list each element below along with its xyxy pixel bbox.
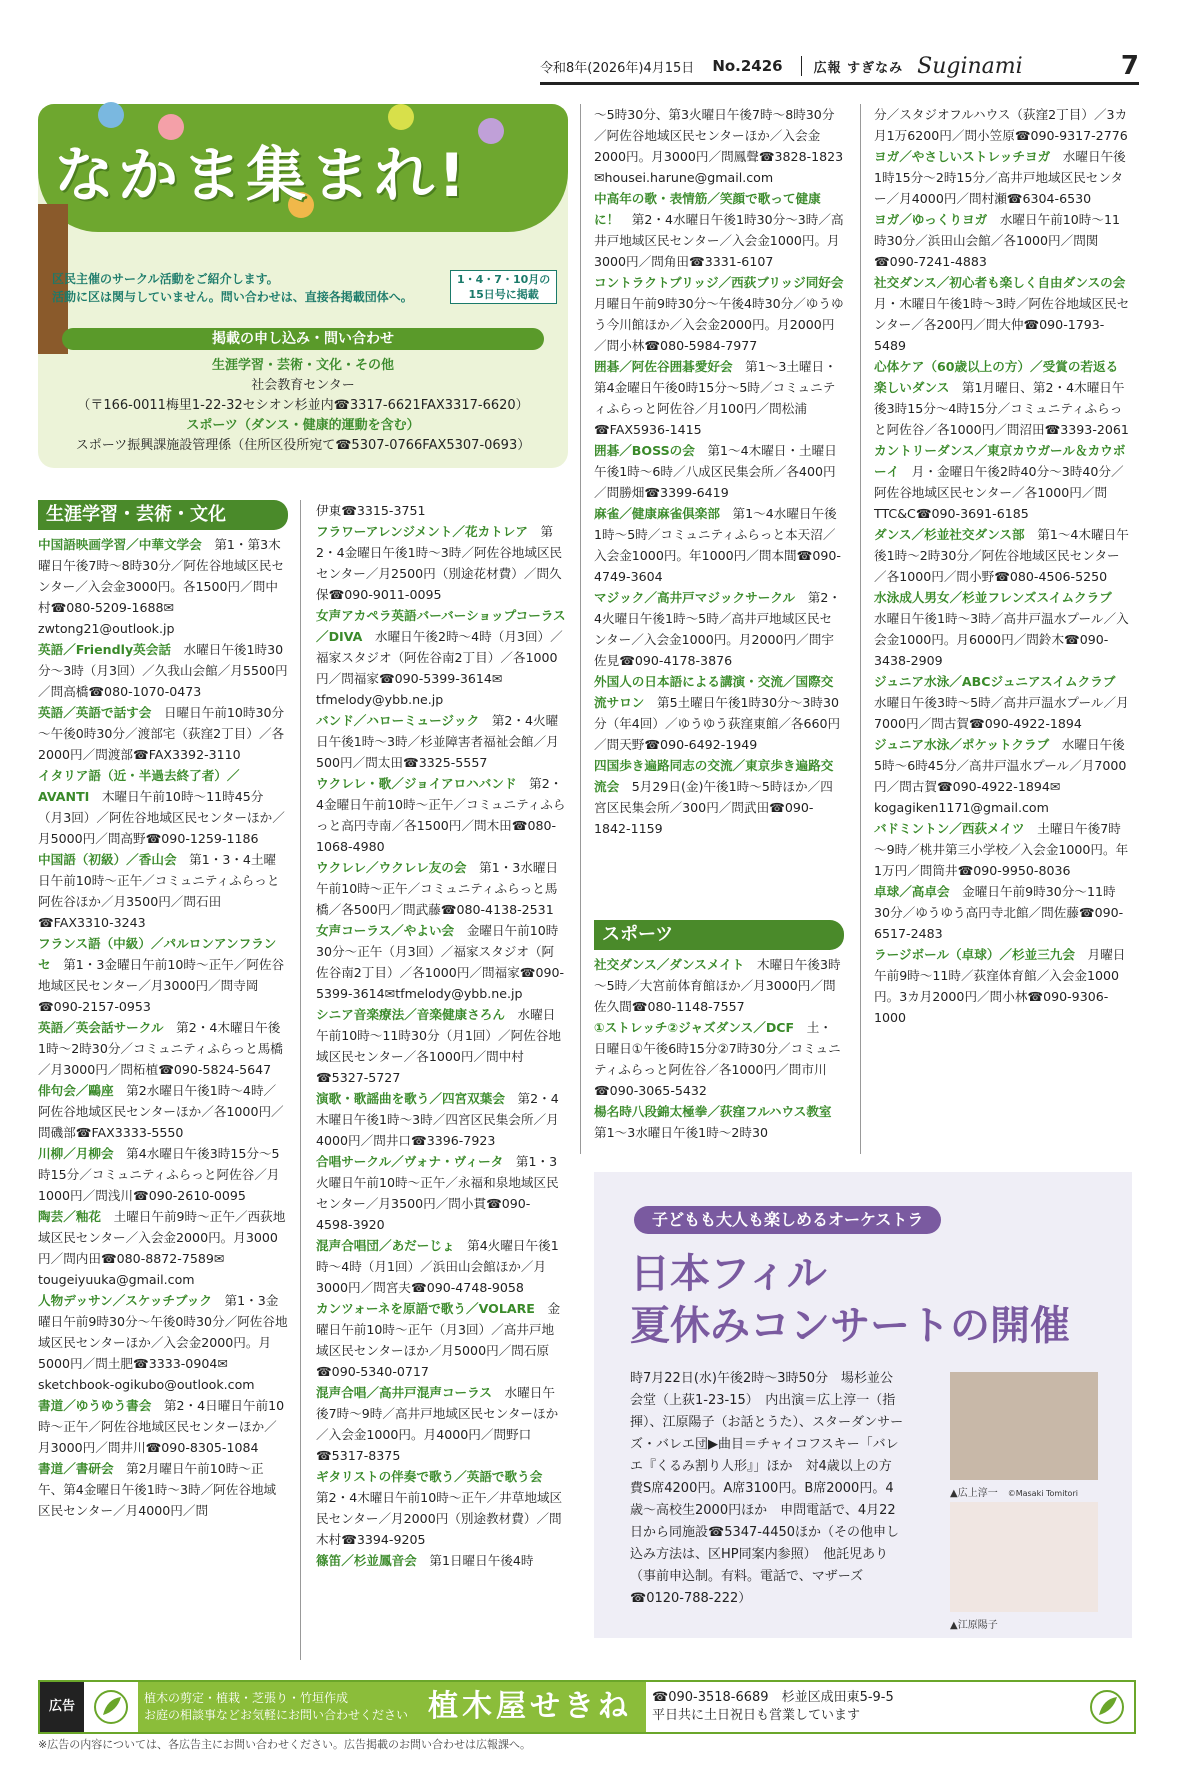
circle-name: 囲碁／阿佐谷囲碁愛好会 xyxy=(594,359,733,374)
circle-name: 陶芸／釉花 xyxy=(38,1209,101,1224)
circle-details: 第1～3水曜日午後1時～2時30 xyxy=(594,1104,845,1140)
bird-icon xyxy=(478,118,504,144)
info-line: スポーツ振興課施設管理係（住所区役所宛て☎5307-0766FAX5307-0693） xyxy=(75,438,531,453)
concert-body: 時7月22日(水)午後2時～3時50分 場杉並公会堂（上荻1-23-15） 内出演＝広上淳一（指揮）、江原陽子（お話とうた）、スターダンサーズ・バレエ団▶曲目＝チャイコフスキー「バレエ『くるみ割り人形』」ほか 対4歳以上の方 費S席4200円。A席3100円。B席2000円。4歳～高校生2000円ほか 申問電話で、4月22日から同施設☎5347-4450ほか（その他申し込み方法は、区HP同案内参照） 他託児あり（事前申込制。有料。電話で、マザーズ☎0120-788-222） xyxy=(630,1371,905,1606)
circle-entry xyxy=(316,1004,566,1088)
lead-line: 活動に区は関与していません。問い合わせは、直接各掲載団体へ。 xyxy=(52,290,413,304)
circle-entry xyxy=(316,773,566,857)
circle-details: 第2・4水曜日午後1時30分～3時／高井戸地域区民センター／入会金1000円。月3000円／問角田☎3331-6107 xyxy=(594,212,844,269)
circle-details: 土曜日午前9時～正午／西荻地域区民センター／入会金2000円。月3000円／問内田☎080-8872-7589✉tougeiyuuka@gmail.com xyxy=(38,1209,286,1287)
circle-details: 第1・3火曜日午前10時～正午／永福和泉地域区民センター／月3500円／問小貫☎090-4598-3920 xyxy=(316,1154,559,1232)
circle-details: 月曜日午前9時30分～午後4時30分／ゆうゆう今川館ほか／入会金2000円。月2000円／問小林☎080-5984-7977 xyxy=(594,275,857,353)
circle-details: 第4火曜日午後1時～4時（月1回）／浜田山会館ほか／月3000円／問宮夫☎090-4748-9058 xyxy=(316,1238,559,1295)
conductor-photo xyxy=(950,1372,1098,1480)
circle-details: 5月29日(金)午後1時～5時ほか／四宮区民集会所／300円／問武田☎090-1842-1159 xyxy=(594,779,833,836)
circle-entry xyxy=(594,1101,844,1143)
circle-name: フランス語（中級）／パルロンアンフランセ xyxy=(38,936,277,972)
circle-details: 水曜日午後1時～3時／高井戸温水プール／入会金1000円。月6000円／問鈴木☎090-3438-2909 xyxy=(874,590,1129,668)
circle-entry xyxy=(874,209,1130,272)
leaf-icon xyxy=(1084,1687,1130,1727)
advertisement xyxy=(38,1680,1136,1734)
issue-number: No.2426 xyxy=(712,57,783,75)
circle-name: 川柳／月柳会 xyxy=(38,1146,114,1161)
circle-details: 第1～4水曜日午後1時～5時／コミュニティふらっと本天沼／入会金1000円。年1000円／問本間☎090-4749-3604 xyxy=(594,506,841,584)
circle-name: フラワーアレンジメント／花カトレア xyxy=(316,524,528,539)
hero-title: なかま集まれ! xyxy=(54,141,470,211)
photo-caption: ▲江原陽子 xyxy=(950,1620,998,1631)
circle-entry xyxy=(874,944,1130,1028)
circle-entry xyxy=(38,1290,288,1395)
page-number: 7 xyxy=(1120,51,1139,81)
column-divider xyxy=(860,104,861,1154)
circle-details: 伊東☎3315-3751 xyxy=(316,503,426,518)
circle-details: 第1・3金曜日午前10時～正午／阿佐谷地域区民センター／月3000円／問寺岡☎090-2157-0953 xyxy=(38,957,285,1014)
page-header xyxy=(540,50,1139,85)
circle-entry xyxy=(874,734,1130,818)
photo-caption xyxy=(950,1484,1078,1499)
circle-entry xyxy=(316,857,566,920)
circle-details: 第4水曜日午後3時15分～5時15分／コミュニティふらっと阿佐谷／月1000円／問浅川☎090-2610-0095 xyxy=(38,1146,280,1203)
circle-entry xyxy=(316,605,566,710)
contact-info xyxy=(38,356,568,456)
circle-details: 金曜日午前9時30分～11時30分／ゆうゆう高円寺北館／問佐藤☎090-6517-2483 xyxy=(874,884,1124,941)
circle-entry xyxy=(38,1017,288,1080)
circle-name: 混声合唱団／あだーじょ xyxy=(316,1238,455,1253)
circle-name: 社交ダンス／ダンスメイト xyxy=(594,957,745,972)
circle-name: ラージボール（卓球）／杉並三九会 xyxy=(874,947,1075,962)
circle-name: 囲碁／BOSSの会 xyxy=(594,443,695,458)
circle-name: 演歌・歌謡曲を歌う／四宮双葉会 xyxy=(316,1091,505,1106)
circle-name: 英語／英語で話す会 xyxy=(38,705,152,720)
circle-entry xyxy=(38,534,288,639)
circle-entry xyxy=(316,710,566,773)
circle-name: 心体ケア（60歳以上の方）／受賞の若返る楽しいダンス xyxy=(874,359,1119,395)
info-line: 生涯学習・芸術・文化・その他 xyxy=(211,358,394,373)
circle-name: ヨガ／ゆっくりヨガ xyxy=(874,212,988,227)
circle-entry xyxy=(874,440,1130,524)
ad-text xyxy=(138,1682,414,1732)
ad-note: ※広告の内容については、各広告主にお問い合わせください。広告掲載のお問い合わせは広報課へ。 xyxy=(38,1738,531,1751)
circle-name: ジュニア水泳／ポケットクラブ xyxy=(874,737,1050,752)
info-line: スポーツ（ダンス・健康的運動を含む） xyxy=(186,418,420,433)
ad-line: 平日共に土日祝日も営業しています xyxy=(652,1708,861,1723)
circle-details: 第1・第3木曜日午後7時～8時30分／阿佐谷地域区民センター／入会金3000円。各1500円／問中村☎080-5209-1688✉zwtong21@outlook.jp xyxy=(38,537,285,636)
circle-entry xyxy=(316,1382,566,1466)
concert-title-1: 日本フィル xyxy=(630,1251,827,1297)
circle-name: 卓球／高卓会 xyxy=(874,884,950,899)
photo-credit: ©Masaki Tomitori xyxy=(1007,1489,1078,1498)
column-3 xyxy=(594,104,857,918)
circle-details: 月・木曜日午後1時～3時／阿佐谷地域区民センター／各200円／問大仲☎090-1793-5489 xyxy=(874,275,1138,353)
circle-entry xyxy=(594,272,857,356)
circle-details: 水曜日午後3時～5時／高井戸温水プール／月7000円／問古賀☎090-4922-1894 xyxy=(874,674,1129,731)
contact-bar: 掲載の申し込み・問い合わせ xyxy=(62,328,544,350)
circle-entry xyxy=(316,1088,566,1151)
circle-name: 書道／ゆうゆう書会 xyxy=(38,1398,152,1413)
circle-details: ～5時30分、第3火曜日午後7時～8時30分／阿佐谷地域区民センターほか／入会金2000円。月3000円／問鳳聲☎3828-1823✉housei.harune@gmail.com xyxy=(594,107,844,185)
issue-date: 令和8年(2026年)4月15日 xyxy=(540,60,695,76)
concert-pill: 子どもも大人も楽しめるオーケストラ xyxy=(634,1206,941,1234)
circle-name: 俳句会／鷗座 xyxy=(38,1083,114,1098)
brand-logo: Suginami xyxy=(917,53,1023,79)
schedule-tag xyxy=(450,270,557,304)
singer-photo xyxy=(950,1502,1098,1612)
circle-entry xyxy=(38,933,288,1017)
circle-name: ギタリストの伴奏で歌う／英語で歌う会 xyxy=(316,1469,543,1484)
circle-entry xyxy=(594,104,844,188)
publication-name: 広報 すぎなみ xyxy=(813,60,904,76)
circle-name: コントラクトブリッジ／西荻ブリッジ同好会 xyxy=(594,275,844,290)
circle-name: 英語／Friendly英会話 xyxy=(38,642,171,657)
ad-line: お庭の相談事などお気軽にお問い合わせください xyxy=(144,1708,409,1722)
circle-name: カンツォーネを原語で歌う／VOLARE xyxy=(316,1301,535,1316)
circle-details: 月・金曜日午後2時40分～3時40分／阿佐谷地域区民センター／各1000円／問TTC&C☎090-3691-6185 xyxy=(874,464,1124,521)
circle-name: 女声アカペラ英語バーバーショップコーラス／DIVA xyxy=(316,608,566,644)
circle-details: 第2・4金曜日午後1時～3時／阿佐谷地域区民センター／月2500円（別途花材費）／問久保☎090-9011-0095 xyxy=(316,524,563,602)
circle-details: 金曜日午前10時～正午（月3回）／高井戸地域区民センターほか／月5000円／問石原☎090-5340-0717 xyxy=(316,1301,561,1379)
circle-details: 金曜日午前10時30分～正午（月3回）／福家スタジオ（阿佐谷南2丁目）／各1000円／問福家☎090-5399-3614✉tfmelody@ybb.ne.jp xyxy=(316,923,565,1001)
ad-line: ☎090-3518-6689 杉並区成田東5-9-5 xyxy=(652,1690,894,1705)
circle-details: 水曜日午後1時30分～3時（月3回）／久我山会館／月5500円／問高橋☎080-1070-0473 xyxy=(38,642,288,699)
circle-details: 第1・3金曜日午前9時30分～午後0時30分／阿佐谷地域区民センターほか／入会金2000円。月5000円／問土肥☎3333-0904✉sketchbook-ogikubo@outlook.com xyxy=(38,1293,288,1392)
circle-name: ウクレレ・歌／ジョイアロハバンド xyxy=(316,776,517,791)
ad-line: 植木の剪定・植栽・芝張り・竹垣作成 xyxy=(144,1691,349,1705)
circle-name: 篠笛／杉並鳳音会 xyxy=(316,1553,417,1568)
circle-entry xyxy=(594,356,844,440)
circle-details: 水曜日午後2時～4時（月3回）／福家スタジオ（阿佐谷南2丁目）／各1000円／問福家☎090-5399-3614✉tfmelody@ybb.ne.jp xyxy=(316,629,563,707)
circle-entry xyxy=(316,1235,566,1298)
circle-details: 土・日曜日①午後6時15分②7時30分／コミュニティふらっと阿佐谷／各1000円／問市川☎090-3065-5432 xyxy=(594,1020,841,1098)
lead-line: 区民主催のサークル活動をご紹介します。 xyxy=(52,272,279,286)
circle-details: 第2水曜日午後1時～4時／阿佐谷地域区民センターほか／各1000円／問磯部☎FAX3333-5550 xyxy=(38,1083,284,1140)
column-divider xyxy=(300,500,301,1660)
circle-details: 第1・3水曜日午前10時～正午／コミュニティふらっと馬橋／各500円／問武藤☎080-4138-2531 xyxy=(316,860,559,917)
circle-name: 社交ダンス／初心者も楽しく自由ダンスの会 xyxy=(874,275,1126,290)
circle-details: 土曜日午後7時～9時／桃井第三小学校／入会金1000円。年1万円／問筒井☎090-9950-8036 xyxy=(874,821,1129,878)
circle-details: 木曜日午前10時～11時45分（月3回）／阿佐谷地域区民センターほか／月5000円／問高野☎090-1259-1186 xyxy=(38,789,285,846)
circle-name: ①ストレッチ②ジャズダンス／DCF xyxy=(594,1020,795,1035)
circle-entry xyxy=(38,849,288,933)
circle-entry xyxy=(594,671,844,755)
circle-entry xyxy=(874,272,1138,356)
circle-name: ダンス／杉並社交ダンス部 xyxy=(874,527,1025,542)
circle-details: 水曜日午前10時～11時30分／浜田山会館／各1000円／問関☎090-7241-4883 xyxy=(874,212,1121,269)
circle-details: 第1月曜日、第2・4木曜日午後3時15分～4時15分／コミュニティふらっと阿佐谷／各1000円／問沼田☎3393-2061 xyxy=(874,380,1129,437)
circle-entry xyxy=(38,1143,288,1206)
concert-title-2: 夏休みコンサートの開催 xyxy=(630,1303,1070,1349)
leaf-icon xyxy=(88,1687,134,1727)
circle-name: 外国人の日本語による講演・交流／国際交流サロン xyxy=(594,674,834,710)
circle-name: カントリーダンス／東京カウガール＆カウボーイ xyxy=(874,443,1126,479)
hero-banner xyxy=(38,104,568,468)
circle-entry xyxy=(594,188,844,272)
circle-entry xyxy=(874,356,1130,440)
circle-entry xyxy=(38,765,288,849)
circle-entry xyxy=(38,702,288,765)
circle-entry xyxy=(594,440,844,503)
circle-entry xyxy=(316,500,566,521)
circle-name: マジック／高井戸マジックサークル xyxy=(594,590,796,605)
circle-name: 人物デッサン／スケッチブック xyxy=(38,1293,212,1308)
circle-name: 中高年の歌・表情筋／笑顔で歌って健康に！ xyxy=(594,191,821,227)
tag-line: 1・4・7・10月の xyxy=(457,273,551,286)
column-divider xyxy=(580,104,581,1154)
hero-lead xyxy=(52,270,413,306)
circle-entry xyxy=(874,818,1130,881)
circle-details: 水曜日午後1時15分～2時15分／高井戸地域区民センター／月4000円／問村瀬☎6304-6530 xyxy=(874,149,1126,206)
circle-name: 中国語映画学習／中華文学会 xyxy=(38,537,202,552)
circle-entry xyxy=(594,1017,844,1101)
concert-box xyxy=(594,1172,1132,1638)
ad-label: 広告 xyxy=(40,1682,84,1732)
circle-details: 第2・4木曜日午後1時～2時30分／コミュニティふらっと馬橋／月3000円／問柘植☎090-5824-5647 xyxy=(38,1020,283,1077)
circle-details: 第1～3土曜日・第4金曜日午後0時15分～5時／コミュニティふらっと阿佐谷／月100円／問松浦☎FAX5936-1415 xyxy=(594,359,837,437)
circle-details: 第1日曜日午後4時 xyxy=(416,1553,534,1568)
circle-entry xyxy=(874,146,1130,209)
circle-entry xyxy=(316,1466,566,1550)
circle-entry xyxy=(38,1206,288,1290)
circle-entry xyxy=(38,1458,288,1521)
circle-name: バドミントン／西荻メイツ xyxy=(874,821,1025,836)
circle-details: 第1～4木曜日午後1時～2時30分／阿佐谷地域区民センター／各1000円／問小野☎080-4506-5250 xyxy=(874,527,1129,584)
circle-details: 水曜日午前10時～11時30分（月1回）／阿佐谷地域区民センター／各1000円／問中村☎5327-5727 xyxy=(316,1007,561,1085)
circle-entry xyxy=(874,671,1130,734)
column-2 xyxy=(316,500,566,1660)
circle-details: 第5土曜日午後1時30分～3時30分（年4回）／ゆうゆう荻窪東館／各660円／問天野☎090-6492-1949 xyxy=(594,695,841,752)
circle-details: 分／スタジオフルハウス（荻窪2丁目）／3カ月1万6200円／問小笠原☎090-9317-2776 xyxy=(874,107,1128,143)
column-3-sports xyxy=(594,920,844,1160)
circle-name: ヨガ／やさしいストレッチヨガ xyxy=(874,149,1051,164)
info-line: （〒166-0011梅里1-22-32セシオン杉並内☎3317-6621FAX3317-6620） xyxy=(77,398,529,413)
circle-details: 第2月曜日午前10時～正午、第4金曜日午後1時～3時／阿佐谷地域区民センター／月4000円／問 xyxy=(38,1461,277,1518)
circle-name: シニア音楽療法／音楽健康さろん xyxy=(316,1007,505,1022)
circle-entry xyxy=(316,521,566,605)
ad-contact xyxy=(646,1689,894,1725)
circle-name: 中国語（初級）／香山会 xyxy=(38,852,177,867)
column-4 xyxy=(874,104,1138,1154)
circle-details: 第1～4木曜日・土曜日午後1時～6時／八成区民集会所／各400円／問勝畑☎3399-6419 xyxy=(594,443,837,500)
circle-entry xyxy=(874,881,1130,944)
divider xyxy=(801,56,802,76)
section-heading-culture: 生涯学習・芸術・文化 xyxy=(38,500,288,530)
circle-entry xyxy=(874,524,1130,587)
caption-text: ▲広上淳一 xyxy=(950,1488,998,1499)
circle-details: 第2・4木曜日午後1時～3時／四宮区民集会所／月4000円／問井口☎3396-7923 xyxy=(316,1091,559,1148)
circle-name: 合唱サークル／ヴォナ・ヴィータ xyxy=(316,1154,504,1169)
circle-name: 書道／書研会 xyxy=(38,1461,114,1476)
circle-name: 麻雀／健康麻雀倶楽部 xyxy=(594,506,720,521)
column-1 xyxy=(38,500,288,1660)
circle-details: 第2・4木曜日午前10時～正午／井草地域区民センター／月2000円（別途教材費）／問木村☎3394-9205 xyxy=(316,1469,563,1547)
circle-entry xyxy=(594,503,844,587)
info-line: 社会教育センター xyxy=(251,378,355,393)
circle-details: 第1・3・4土曜日午前10時～正午／コミュニティふらっと阿佐谷ほか／月3500円／問石田☎FAX3310-3243 xyxy=(38,852,280,930)
circle-name: 水泳成人男女／杉並フレンズスイムクラブ xyxy=(874,590,1112,605)
circle-entry xyxy=(874,104,1130,146)
bird-icon xyxy=(388,104,414,130)
section-heading-sports: スポーツ xyxy=(594,920,844,950)
circle-details: 第2・4金曜日午前10時～正午／コミュニティふらっと高円寺南／各1500円／問木田☎080-1068-4980 xyxy=(316,776,566,854)
circle-details: 第2・4火曜日午後1時～3時／杉並障害者福祉会館／月500円／問太田☎3325-5557 xyxy=(316,713,559,770)
circle-entry xyxy=(316,1550,566,1571)
circle-entry xyxy=(316,920,566,1004)
circle-details: 日曜日午前10時30分～午後0時30分／渡部宅（荻窪2丁目）／各2000円／問渡部☎FAX3392-3110 xyxy=(38,705,285,762)
circle-details: 月曜日午前9時～11時／荻窪体育館／入会金1000円。3カ月2000円／問小林☎090-9306-1000 xyxy=(874,947,1126,1025)
circle-details: 第2・4火曜日午後1時～5時／高井戸地域区民センター／入会金1000円。月2000円／問宇佐見☎090-4178-3876 xyxy=(594,590,841,668)
circle-name: ジュニア水泳／ABCジュニアスイムクラブ xyxy=(874,674,1116,689)
circle-name: 混声合唱／高井戸混声コーラス xyxy=(316,1385,492,1400)
circle-name: ウクレレ／ウクレレ友の会 xyxy=(316,860,467,875)
circle-entry xyxy=(594,954,844,1017)
circle-entry xyxy=(594,755,844,839)
circle-details: 水曜日午後5時～6時45分／高井戸温水プール／月7000円／問古賀☎090-4922-1894✉kogagiken1171@gmail.com xyxy=(874,737,1127,815)
circle-entry xyxy=(38,1080,288,1143)
circle-details: 木曜日午後3時～5時／大宮前体育館ほか／月3000円／問佐久間☎080-1148-7557 xyxy=(594,957,841,1014)
circle-details: 第2・4日曜日午前10時～正午／阿佐谷地域区民センターほか／月3000円／問井川☎090-8305-1084 xyxy=(38,1398,285,1455)
circle-name: 四国歩き遍路同志の交流／東京歩き遍路交流会 xyxy=(594,758,834,794)
circle-entry xyxy=(38,1395,288,1458)
circle-entry xyxy=(316,1298,566,1382)
circle-details: 水曜日午後7時～9時／高井戸地域区民センターほか／入会金1000円。月4000円／問野口☎5317-8375 xyxy=(316,1385,559,1463)
bird-icon xyxy=(98,102,124,128)
tag-line: 15日号に掲載 xyxy=(468,288,539,301)
circle-name: イタリア語（近・半過去終了者）／AVANTI xyxy=(38,768,240,804)
circle-name: 女声コーラス／やよい会 xyxy=(316,923,455,938)
circle-entry xyxy=(594,587,844,671)
shop-name: 植木屋せきね xyxy=(414,1682,646,1732)
circle-entry xyxy=(874,587,1130,671)
circle-name: バンド／ハローミュージック xyxy=(316,713,480,728)
circle-entry xyxy=(38,639,288,702)
circle-name: 英語／英会話サークル xyxy=(38,1020,164,1035)
circle-entry xyxy=(316,1151,566,1235)
circle-name: 楊名時八段錦太極拳／荻窪フルハウス教室 xyxy=(594,1104,832,1119)
